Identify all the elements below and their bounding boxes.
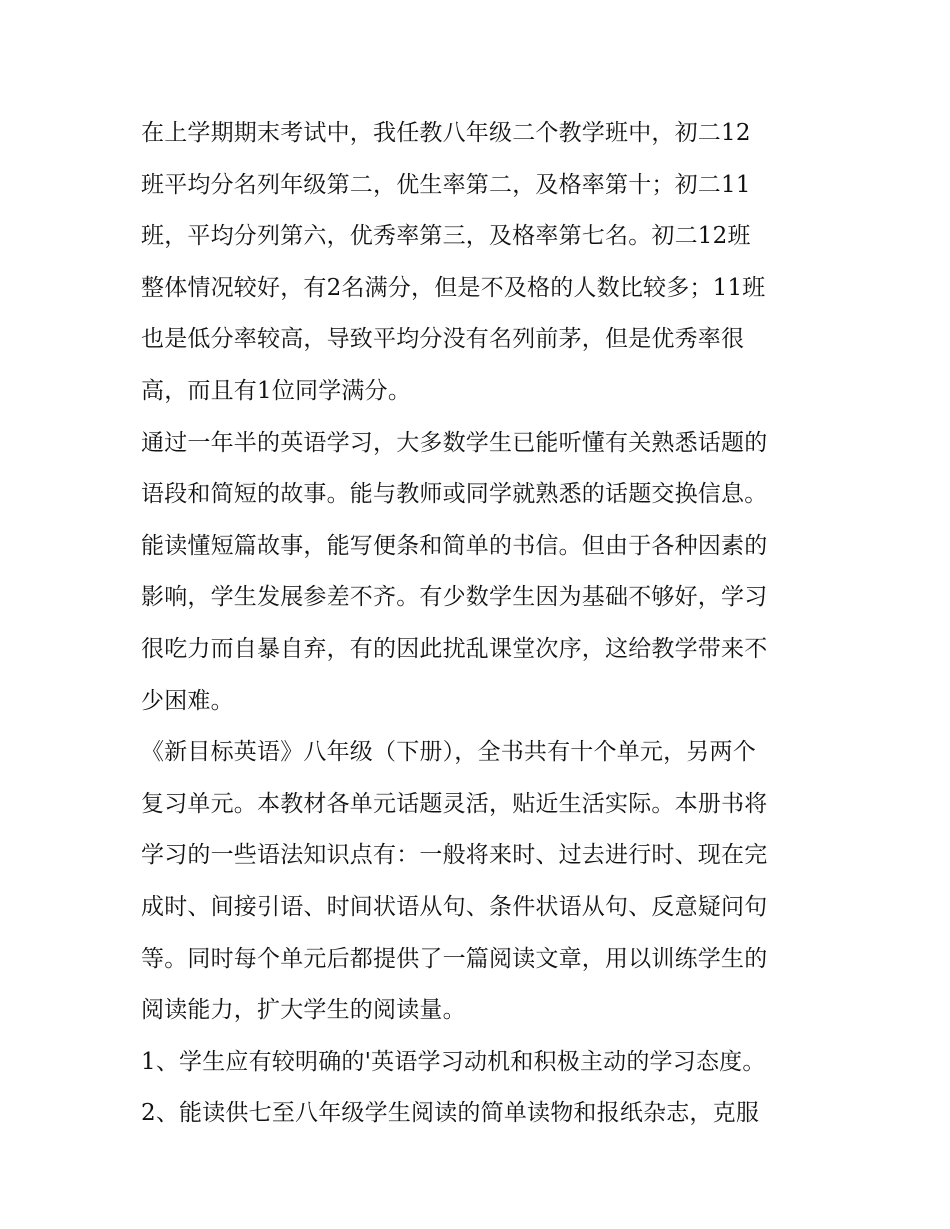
text-line: 少困难。 xyxy=(141,687,234,714)
text-line: 在上学期期末考试中，我任教八年级二个教学班中，初二12 xyxy=(141,120,751,146)
text-line: 语段和简短的故事。能与教师或同学就熟悉的话题交换信息。 xyxy=(141,481,768,508)
text-line: 学习的一些语法知识点有：一般将来时、过去进行时、现在完 xyxy=(141,842,768,869)
text-line: 《新目标英语》八年级（下册），全书共有十个单元，另两个 xyxy=(141,739,756,766)
text-line: 阅读能力，扩大学生的阅读量。 xyxy=(141,997,466,1024)
body-text xyxy=(141,108,821,1140)
text-line: 复习单元。本教材各单元话题灵活，贴近生活实际。本册书将 xyxy=(141,790,768,817)
text-line: 等。同时每个单元后都提供了一篇阅读文章，用以训练学生的 xyxy=(141,945,768,972)
text-line: 高，而且有1位同学满分。 xyxy=(141,377,412,404)
text-line: 通过一年半的英语学习，大多数学生已能听懂有关熟悉话题的 xyxy=(141,429,768,456)
text-line: 很吃力而自暴自弃，有的因此扰乱课堂次序，这给教学带来不 xyxy=(141,635,768,662)
text-line: 1、学生应有较明确的'英语学习动机和积极主动的学习态度。 xyxy=(141,1048,766,1075)
text-line: 整体情况较好，有2名满分，但是不及格的人数比较多；11班 xyxy=(141,274,766,301)
text-line: 影响，学生发展参差不齐。有少数学生因为基础不够好，学习 xyxy=(141,584,768,611)
text-line: 成时、间接引语、时间状语从句、条件状语从句、反意疑问句 xyxy=(141,893,768,920)
text-line: 2、能读供七至八年级学生阅读的简单读物和报纸杂志，克服 xyxy=(141,1100,760,1127)
text-line: 也是低分率较高，导致平均分没有名列前茅，但是优秀率很 xyxy=(141,326,745,353)
text-line: 班，平均分列第六，优秀率第三，及格率第七名。初二12班 xyxy=(141,223,751,250)
text-line: 能读懂短篇故事，能写便条和简单的书信。但由于各种因素的 xyxy=(141,532,768,559)
text-line: 班平均分名列年级第二，优生率第二，及格率第十；初二11 xyxy=(141,171,751,198)
